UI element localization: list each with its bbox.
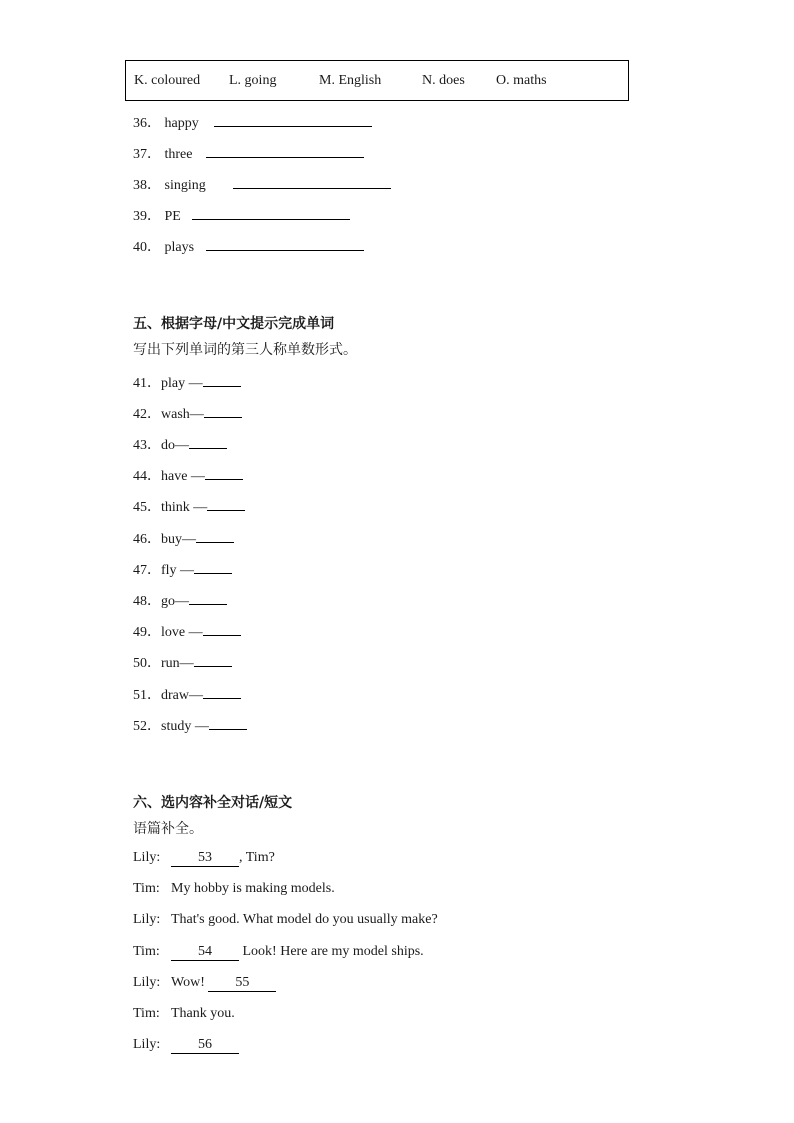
answer-blank[interactable] xyxy=(204,405,242,418)
options-box xyxy=(125,60,629,101)
match-item: 36． happy xyxy=(133,112,372,132)
answer-blank[interactable] xyxy=(203,623,241,636)
verb-item: 46．buy— xyxy=(133,528,234,548)
option-l: L. going xyxy=(229,73,277,88)
match-item: 37． three xyxy=(133,143,364,163)
verb-item: 43．do— xyxy=(133,434,227,454)
section-5-instruction: 写出下列单词的第三人称单数形式。 xyxy=(133,342,357,358)
verb-item: 51．draw— xyxy=(133,684,241,704)
option-o: O. maths xyxy=(496,73,547,88)
answer-blank[interactable] xyxy=(192,207,350,220)
verb-item: 49．love — xyxy=(133,621,241,641)
answer-blank[interactable] xyxy=(214,114,372,127)
verb-item: 42．wash— xyxy=(133,403,242,423)
answer-blank[interactable] xyxy=(209,717,247,730)
verb-item: 50．run— xyxy=(133,652,232,672)
dialogue-line: Lily: Wow! 55 xyxy=(133,975,276,992)
answer-blank[interactable] xyxy=(194,654,232,667)
answer-blank[interactable] xyxy=(203,686,241,699)
dialogue-line: Tim: My hobby is making models. xyxy=(133,881,335,896)
answer-blank[interactable] xyxy=(194,561,232,574)
answer-blank[interactable] xyxy=(196,530,234,543)
dialogue-line: Lily: That's good. What model do you usually make? xyxy=(133,912,438,927)
answer-blank[interactable] xyxy=(207,498,245,511)
section-5-title: 五、根据字母/中文提示完成单词 xyxy=(133,316,335,332)
dialogue-line: Lily: 56 xyxy=(133,1037,239,1054)
verb-item: 45．think — xyxy=(133,496,245,516)
verb-item: 41．play — xyxy=(133,372,241,392)
answer-blank[interactable] xyxy=(206,145,364,158)
dialogue-line: Tim: Thank you. xyxy=(133,1006,235,1021)
dialogue-blank-54[interactable]: 54 xyxy=(171,944,239,961)
verb-item: 52．study — xyxy=(133,715,247,735)
verb-item: 48．go— xyxy=(133,590,227,610)
option-k: K. coloured xyxy=(134,73,201,88)
answer-blank[interactable] xyxy=(189,436,227,449)
dialogue-line: Tim: 54 Look! Here are my model ships. xyxy=(133,944,424,959)
answer-blank[interactable] xyxy=(203,374,241,387)
answer-blank[interactable] xyxy=(233,176,391,189)
verb-item: 44．have — xyxy=(133,465,243,485)
answer-blank[interactable] xyxy=(205,467,243,480)
section-6-instruction: 语篇补全。 xyxy=(133,821,203,837)
section-6-title: 六、选内容补全对话/短文 xyxy=(133,795,293,811)
dialogue-blank-56[interactable]: 56 xyxy=(171,1037,239,1054)
match-item: 38． singing xyxy=(133,174,391,194)
dialogue-blank-55[interactable]: 55 xyxy=(208,975,276,992)
option-m: M. English xyxy=(319,73,382,88)
verb-item: 47．fly — xyxy=(133,559,232,579)
option-n: N. does xyxy=(422,73,465,88)
dialogue-line: Lily: 53 , Tim? xyxy=(133,850,275,865)
answer-blank[interactable] xyxy=(189,592,227,605)
match-item: 39． PE xyxy=(133,205,350,225)
answer-blank[interactable] xyxy=(206,238,364,251)
match-item: 40． plays xyxy=(133,236,364,256)
dialogue-blank-53[interactable]: 53 xyxy=(171,850,239,867)
